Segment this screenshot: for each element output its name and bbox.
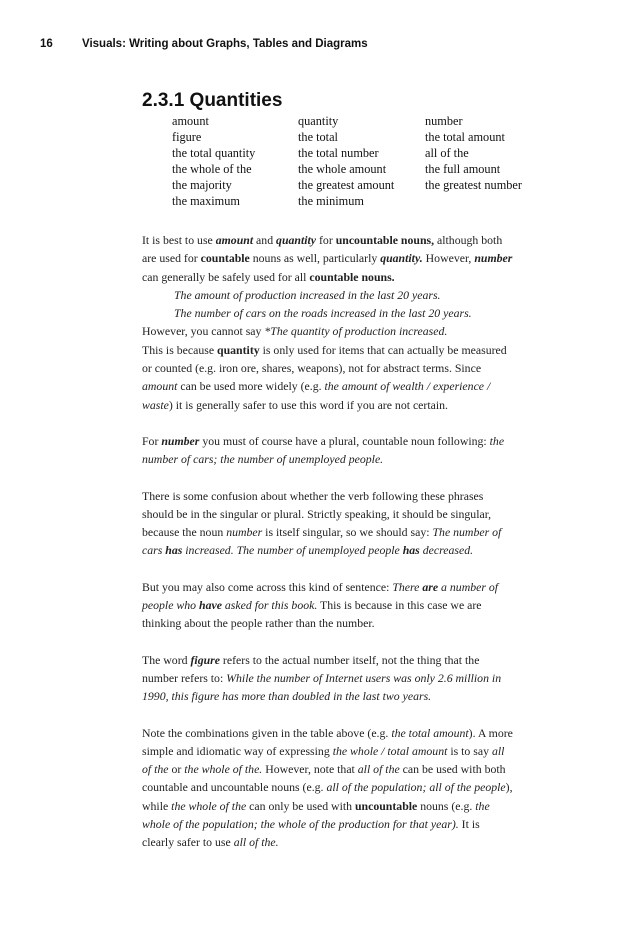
vocab-cell: the whole amount xyxy=(298,162,387,176)
text-run: number xyxy=(474,251,513,266)
text-run: or xyxy=(168,762,185,777)
paragraph xyxy=(142,322,514,340)
text-run: increased. The number of unemployed people xyxy=(182,543,403,558)
vocab-cell: figure xyxy=(172,130,202,144)
vocab-cell: all of the xyxy=(425,146,469,160)
text-run: The word xyxy=(142,652,191,667)
text-run: can only be used with xyxy=(246,798,355,813)
text-run: all of the population; all of the people xyxy=(326,780,506,795)
text-run: all of the xyxy=(142,743,505,777)
text-run: can generally be safely used for all xyxy=(142,269,310,284)
body-text xyxy=(142,231,514,852)
text-run: a number of people who xyxy=(142,579,499,613)
text-run: is itself singular, so we should say: xyxy=(262,525,433,540)
text-run: It is best to use xyxy=(142,233,216,247)
text-run: However, note that xyxy=(262,762,358,777)
text-run: the whole of the xyxy=(171,798,247,813)
text-run: This is because in this case we are thinking about the people rather than the number. xyxy=(142,598,482,631)
text-run: you must of course have a plural, countable noun following: xyxy=(199,433,490,448)
vocab-cell: the whole of the xyxy=(172,162,252,176)
vocab-cell: the total amount xyxy=(425,130,505,144)
text-run: ), while xyxy=(142,780,513,813)
text-run: quantity. xyxy=(380,251,423,266)
vocab-row xyxy=(172,162,522,178)
text-run: the whole of the population; the whole of the production for that year). xyxy=(142,798,490,832)
vocab-row xyxy=(172,130,522,146)
running-head xyxy=(40,38,368,50)
vocab-cell: the greatest number xyxy=(425,178,522,192)
paragraph xyxy=(142,231,514,286)
text-run: are xyxy=(422,579,439,594)
page-number: 16 xyxy=(40,38,53,50)
vocab-row xyxy=(172,146,522,162)
text-run: However, xyxy=(422,251,475,266)
text-run: have xyxy=(199,598,222,613)
text-run: The number of cars xyxy=(142,525,502,558)
paragraph xyxy=(142,341,514,414)
vocab-cell: the maximum xyxy=(172,194,240,208)
text-run: The number of cars on the roads increased in the last 20 years. xyxy=(174,306,472,321)
paragraph xyxy=(142,651,514,706)
text-run: ) it is generally safer to use this word if you are not certain. xyxy=(168,397,448,412)
vocab-cell: the full amount xyxy=(425,162,501,176)
text-run: uncountable xyxy=(354,798,418,813)
running-title: Visuals: Writing about Graphs, Tables and Diagrams xyxy=(82,38,368,50)
vocab-row xyxy=(172,178,522,194)
text-run: is only used for items that can actually be measured or counted (e.g. iron ore, shares, weapons), not for abstract terms. Since xyxy=(142,342,507,376)
text-run: For xyxy=(142,433,162,448)
text-run: There xyxy=(392,579,423,594)
text-run: the whole / total amount xyxy=(332,743,448,758)
paragraph xyxy=(142,724,514,852)
text-run: quantity xyxy=(276,233,317,247)
text-run: number xyxy=(161,433,200,448)
text-run: Note the combinations given in the table above (e.g. xyxy=(142,725,392,740)
text-run: quantity xyxy=(217,342,260,357)
vocab-cell: the greatest amount xyxy=(298,178,395,192)
text-run: refers to the actual number itself, not the thing that the number refers to: xyxy=(142,652,480,685)
paragraph xyxy=(142,487,514,560)
text-run: the total amount xyxy=(391,725,469,740)
vocab-cell: the minimum xyxy=(298,194,364,208)
vocab-cell: the total xyxy=(298,130,338,144)
vocab-cell: the total number xyxy=(298,146,379,160)
text-run: is to say xyxy=(447,743,492,758)
text-run: all of the. xyxy=(233,835,279,850)
text-run: number xyxy=(226,525,263,540)
text-run: all of the xyxy=(357,762,400,777)
text-run: nouns as well, particularly xyxy=(249,251,381,266)
text-run: and xyxy=(253,233,277,247)
vocab-cell: the total quantity xyxy=(172,146,256,160)
text-run: amount xyxy=(215,233,254,247)
text-run: figure xyxy=(190,652,220,667)
text-run: nouns (e.g. xyxy=(417,798,476,813)
text-run: the amount of wealth / experience / waste xyxy=(142,379,491,412)
text-run: has xyxy=(165,543,183,558)
text-run: although both are used for xyxy=(142,233,503,266)
text-run: decreased. xyxy=(419,543,474,558)
text-run: countable xyxy=(200,251,250,266)
text-run: ). A more simple and idiomatic way of expressing xyxy=(142,725,513,758)
text-run: the whole of the. xyxy=(184,762,263,777)
example-sentence xyxy=(142,304,514,322)
text-run: asked for this book. xyxy=(221,598,318,613)
text-run: for xyxy=(316,233,336,247)
vocab-cell: the majority xyxy=(172,178,232,192)
text-run: countable nouns. xyxy=(309,269,395,284)
text-run: uncountable nouns, xyxy=(335,233,435,247)
example-sentence xyxy=(142,286,514,304)
section-title: 2.3.1 Quantities xyxy=(142,90,283,111)
vocab-cell: quantity xyxy=(298,114,339,128)
text-run: It is clearly safer to use xyxy=(142,817,480,850)
text-run: There is some confusion about whether the verb following these phrases should be in the singular or plural. Strictly speaking, it should be singular, because the noun xyxy=(142,488,492,540)
vocab-cell: amount xyxy=(172,114,209,128)
text-run: While the number of Internet users was only 2.6 million in 1990, this figure has more than doubled in the last two years. xyxy=(142,670,502,704)
text-run: But you may also come across this kind of sentence: xyxy=(142,579,393,594)
text-run: has xyxy=(402,543,420,558)
text-run: This is because xyxy=(142,342,218,357)
text-run: can be used with both countable and uncountable nouns (e.g. xyxy=(142,762,506,795)
vocab-cell: number xyxy=(425,114,463,128)
text-run: *The quantity of production increased. xyxy=(264,324,448,339)
vocab-cell xyxy=(425,194,522,210)
vocabulary-table xyxy=(172,114,522,210)
text-run: the number of cars; the number of unemployed people. xyxy=(142,433,505,467)
vocab-row xyxy=(172,194,522,210)
vocab-row xyxy=(172,114,522,130)
text-run: amount xyxy=(142,379,178,394)
text-run: However, you cannot say xyxy=(142,324,265,339)
paragraph xyxy=(142,578,514,633)
text-run: The amount of production increased in the last 20 years. xyxy=(174,287,441,302)
text-run: can be used more widely (e.g. xyxy=(177,379,325,394)
paragraph xyxy=(142,432,514,469)
